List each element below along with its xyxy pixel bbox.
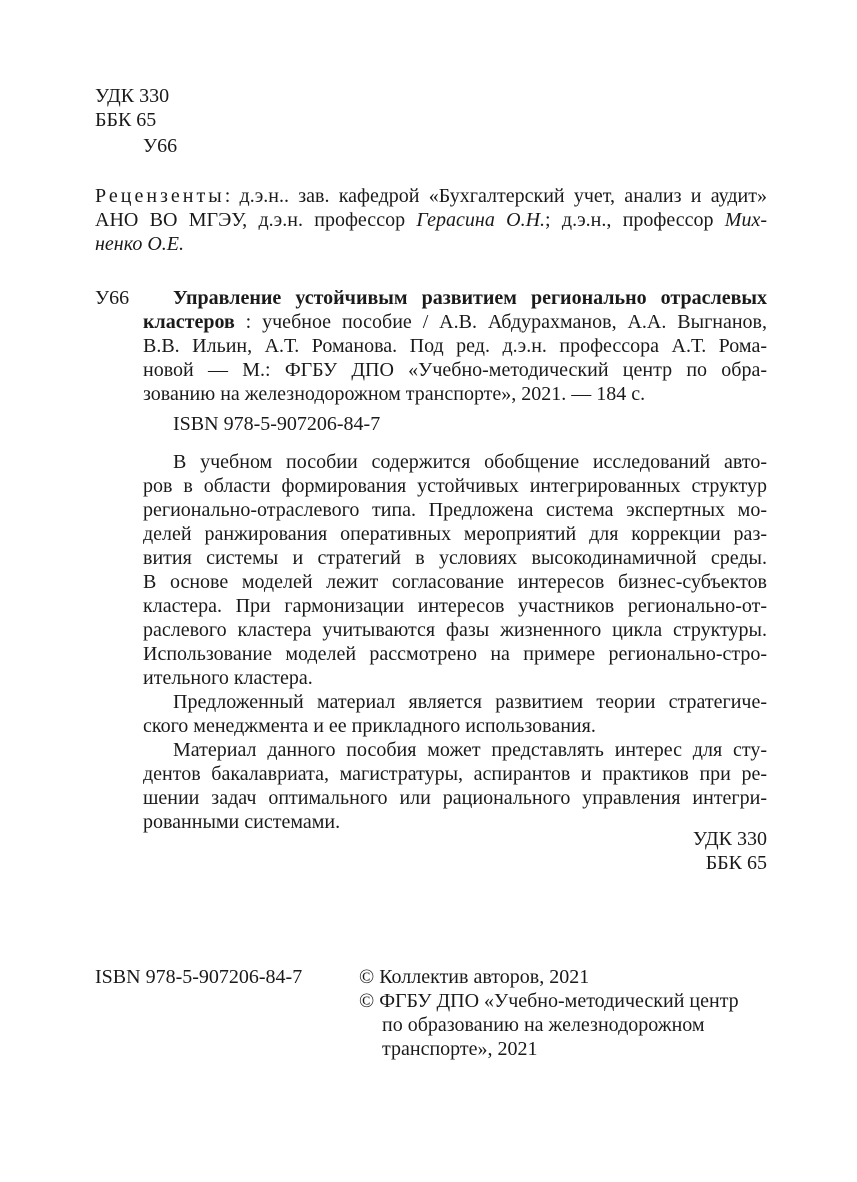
abstract-p1-line: ительного кластера. (143, 667, 313, 689)
reviewer-name-1: Герасина О.Н. (416, 209, 546, 231)
biblio-isbn: ISBN 978-5-907206-84-7 (173, 413, 381, 435)
copyright-line-4: транспорте», 2021 (382, 1038, 538, 1060)
biblio-line-2: кластеров : учебное пособие / А.В. Абдурахманов, А.А. Выгнанов, (143, 311, 767, 333)
abstract-p2-line: ского менеджмента и ее прикладного использования. (143, 715, 596, 737)
reviewers-block (95, 184, 767, 256)
abstract-p1-line: раслевого кластера учитываются фазы жизненного цикла структуры. (143, 619, 767, 641)
copyright-line-2: © ФГБУ ДПО «Учебно-методический центр (359, 990, 739, 1012)
biblio-mark: У66 (95, 287, 130, 309)
abstract (143, 450, 767, 834)
biblio-title-line-1: Управление устойчивым развитием регионально отраслевых (173, 287, 767, 309)
copyright-isbn: ISBN 978-5-907206-84-7 (95, 966, 303, 988)
biblio-line-5: зованию на железнодорожном транспорте», 2021. — 184 с. (143, 383, 646, 405)
biblio-line-3: В.В. Ильин, А.Т. Романова. Под ред. д.э.н. профессора А.Т. Рома- (143, 335, 767, 357)
abstract-p1-line: кластера. При гармонизации интересов участников регионально-от- (143, 595, 767, 617)
copyright-line-1: © Коллектив авторов, 2021 (359, 966, 590, 988)
biblio-record (143, 286, 767, 436)
reviewers-line-1: Рецензенты: д.э.н.. зав. кафедрой «Бухгалтерский учет, анализ и аудит» (95, 185, 767, 207)
abstract-p3-line: шении задач оптимального или рационального управления интегри- (143, 787, 767, 809)
abstract-p3-line: дентов бакалавриата, магистратуры, аспирантов и практиков при ре- (143, 763, 767, 785)
abstract-p1-line: Использование моделей рассмотрено на примере регионально-стро- (143, 643, 767, 665)
bottom-udk: УДК 330 (692, 828, 767, 850)
biblio-title-line-2: кластеров (143, 311, 235, 333)
abstract-p3-line: Материал данного пособия может представлять интерес для сту- (173, 739, 767, 761)
top-author-mark: У66 (143, 135, 178, 157)
abstract-p1-line: ров в области формирования устойчивых интегрированных структур (143, 475, 767, 497)
abstract-p2-line: Предложенный материал является развитием теории стратегиче- (173, 691, 767, 713)
abstract-p1-line: делей ранжирования оперативных мероприятий для коррекции раз- (143, 523, 767, 545)
biblio-line-4: новой — М.: ФГБУ ДПО «Учебно-методический центр по обра- (143, 359, 767, 381)
top-bbk: ББК 65 (95, 109, 157, 131)
reviewers-label: Рецензенты (95, 185, 225, 207)
reviewer-name-2b: ненко О.Е. (95, 233, 184, 255)
abstract-p1-line: В основе моделей лежит согласование интересов бизнес-субъектов (143, 571, 767, 593)
reviewers-line-3 (95, 232, 767, 256)
top-udk: УДК 330 (95, 85, 170, 107)
bottom-bbk: ББК 65 (705, 852, 767, 874)
abstract-p1-line: В учебном пособии содержится обобщение исследований авто- (173, 451, 767, 473)
reviewer-name-2a: Мих- (724, 209, 767, 231)
copyright-block (359, 965, 779, 1061)
abstract-p1-line: вития системы и стратегий в условиях высокодинамичной среды. (143, 547, 767, 569)
reviewers-line-2: АНО ВО МГЭУ, д.э.н. профессор Герасина О.Н.; д.э.н., профессор Мих- (95, 209, 767, 231)
abstract-p1-line: регионально-отраслевого типа. Предложена система экспертных мо- (143, 499, 767, 521)
copyright-line-3: по образованию на железнодорожном (382, 1014, 705, 1036)
abstract-p3-line: рованными системами. (143, 811, 341, 833)
